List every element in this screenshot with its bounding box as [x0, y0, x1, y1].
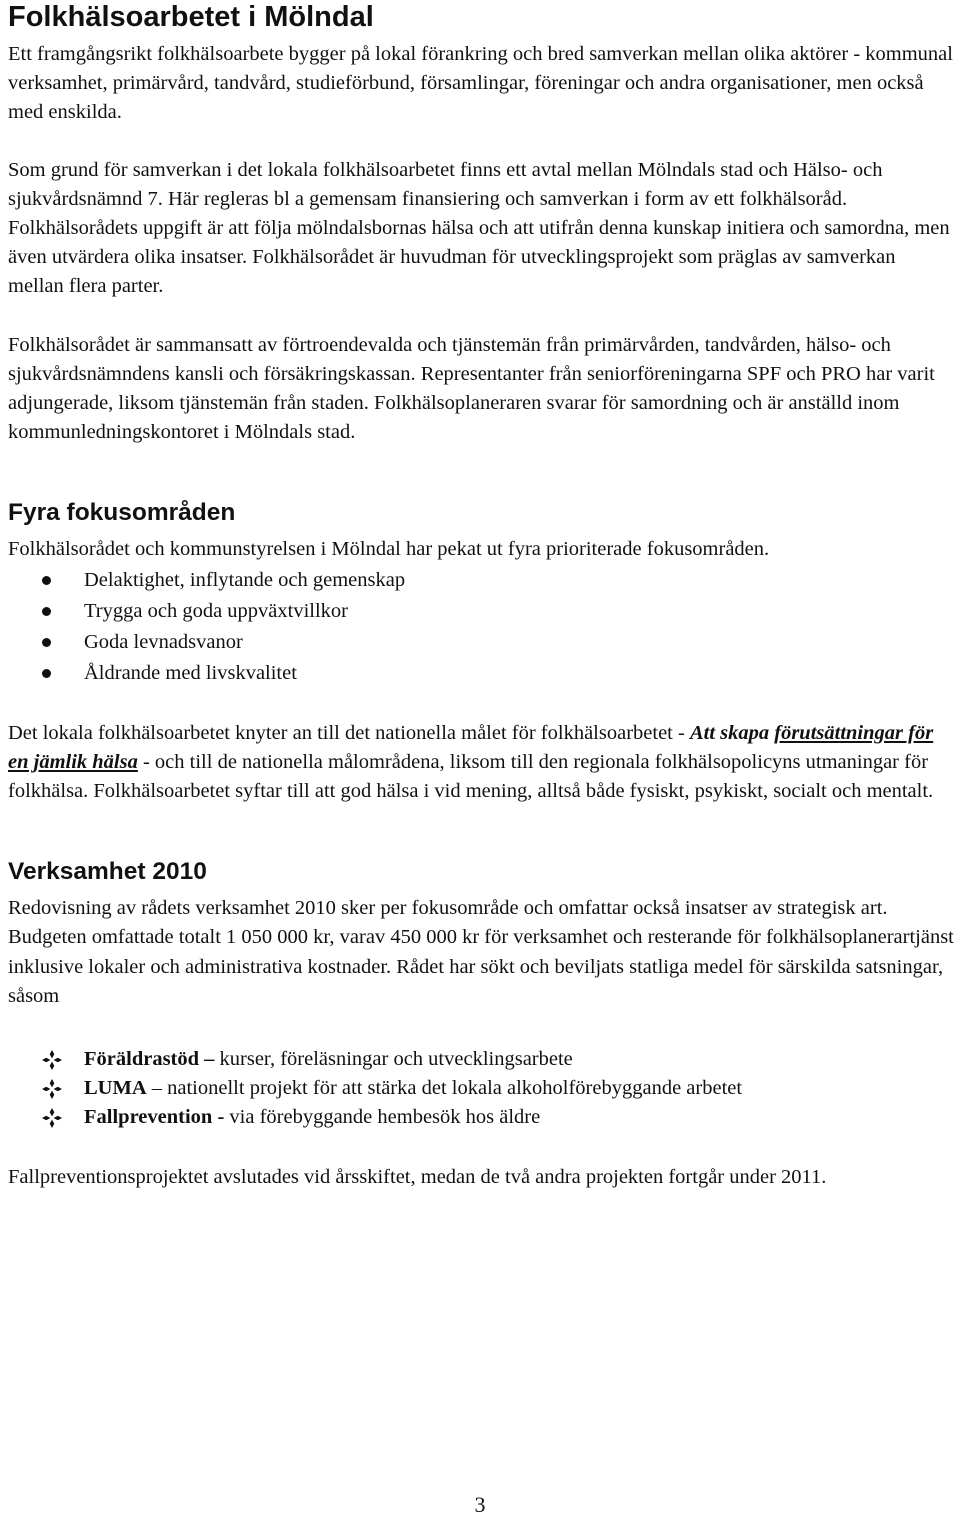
verksamhet-heading: Verksamhet 2010 — [8, 858, 207, 886]
national-goal-paragraph — [8, 719, 954, 807]
project-item — [8, 1045, 954, 1074]
project-item — [8, 1103, 954, 1132]
four-diamond-icon — [41, 1078, 63, 1100]
fokus-item — [8, 627, 954, 658]
verksamhet-intro: Redovisning av rådets verksamhet 2010 sker per fokusområde och omfattar också insatser av strategisk art. Budgeten omfattade totalt 1 050 000 kr, varav 450 000 kr för verksamhet och resterande för folkhälsoplanerartjänst inklusive lokaler och administrativa kostnader. Rådet har sökt och beviljats statliga medel för särskilda satsningar, såsom — [8, 897, 954, 1007]
project-name: Fallprevention - — [84, 1106, 225, 1129]
closing-paragraph: Fallpreventionsprojektet avslutades vid årsskiftet, medan de två andra projekten fortgår under 2011. — [8, 1165, 827, 1188]
project-desc: via förebyggande hembesök hos äldre — [224, 1106, 541, 1129]
fokus-heading: Fyra fokusområden — [8, 499, 236, 527]
bullet-dot-icon — [42, 669, 51, 678]
national-goal-emphasis-b: förutsättningar för en jämlik hälsa — [8, 721, 934, 773]
project-item — [8, 1074, 954, 1103]
intro-paragraph: Ett framgångsrikt folkhälsoarbete bygger på lokal förankring och bred samverkan mellan olika aktörer - kommunal verksamhet, primärvård, tandvård, studieförbund, församlingar, föreningar och andra organisationer, men också med enskilda. — [8, 43, 953, 124]
project-name: Föräldrastöd – — [84, 1048, 215, 1071]
fokus-item-text: Goda levnadsvanor — [84, 630, 243, 653]
four-diamond-icon — [41, 1107, 63, 1129]
fokus-item-text: Åldrande med livskvalitet — [84, 661, 297, 684]
page-title: Folkhälsoarbetet i Mölndal — [8, 1, 374, 33]
document-page — [8, 0, 954, 1192]
fokus-item-text: Trygga och goda uppväxtvillkor — [84, 599, 349, 622]
samverkan-paragraph: Som grund för samverkan i det lokala folkhälsoarbetet finns ett avtal mellan Mölndals stad och Hälso- och sjukvårdsnämnd 7. Här regleras bl a gemensam finansiering och samverkan i form av ett folkhälsoråd. Folkhälsorådets uppgift är att följa mölndalsbornas hälsa och att utifrån denna kunskap initiera och samordna, men även utvärdera olika insatser. Folkhälsorådet är huvudman för utvecklingsprojekt som präglas av samverkan mellan flera parter. — [8, 158, 950, 298]
bullet-dot-icon — [42, 607, 51, 616]
fokus-intro: Folkhälsorådet och kommunstyrelsen i Mölndal har pekat ut fyra prioriterade fokusområden. — [8, 538, 770, 561]
national-goal-emphasis-a: Att skapa — [689, 721, 770, 744]
page-number: 3 — [474, 1492, 486, 1517]
project-desc: kurser, föreläsningar och utvecklingsarbete — [214, 1048, 573, 1071]
fokus-item-text: Delaktighet, inflytande och gemenskap — [84, 568, 406, 591]
sammansatt-paragraph: Folkhälsorådet är sammansatt av förtroendevalda och tjänstemän från primärvården, tandvården, hälso- och sjukvårdsnämndens kansli och försäkringskassan. Representanter från seniorföreningarna SPF och PRO har varit adjungerade, liksom tjänstemän från staden. Folkhälsoplaneraren svarar för samordning och är anställd inom kommunledningskontoret i Mölndals stad. — [8, 333, 935, 444]
fokus-item — [8, 565, 954, 596]
bullet-dot-icon — [42, 576, 51, 585]
bullet-dot-icon — [42, 638, 51, 647]
fokus-list — [8, 565, 954, 689]
fokus-item — [8, 658, 954, 689]
national-goal-pre: Det lokala folkhälsoarbetet knyter an till det nationella målet för folkhälsoarbetet - — [8, 721, 690, 744]
project-list — [8, 1045, 954, 1133]
fokus-item — [8, 596, 954, 627]
four-diamond-icon — [41, 1049, 63, 1071]
project-name: LUMA — [84, 1077, 147, 1100]
project-desc: – nationellt projekt för att stärka det lokala alkoholförebyggande arbetet — [146, 1077, 743, 1100]
national-goal-post: - och till de nationella målområdena, liksom till den regionala folkhälsopolicyns utmaningar för folkhälsa. Folkhälsoarbetet syftar till att god hälsa i vid mening, alltså både fysiskt, psykiskt, socialt och mentalt. — [8, 750, 934, 803]
